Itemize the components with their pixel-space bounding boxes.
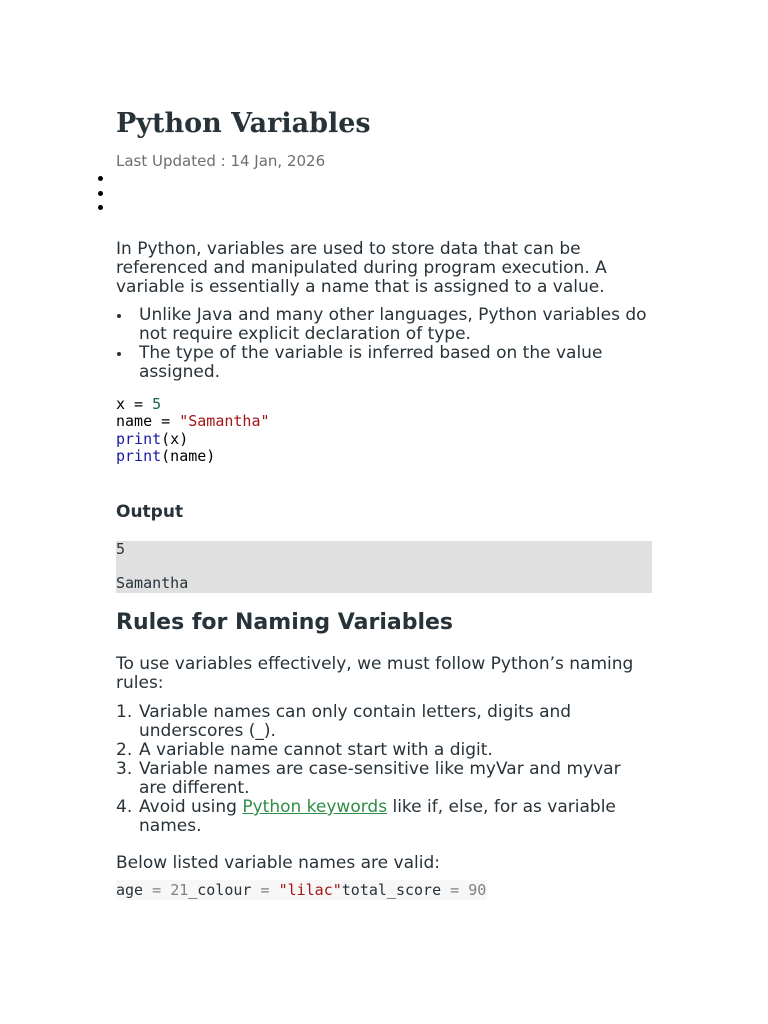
- code-number: 90: [468, 881, 487, 899]
- code-number: 5: [152, 395, 162, 413]
- list-text: Variable names are case-sensitive like myVar and myvar are different.: [139, 759, 621, 798]
- code-string: "Samantha": [179, 412, 270, 431]
- share-menu-bullets: [96, 176, 106, 220]
- list-text: Variable names can only contain letters, digits and underscores (_).: [139, 702, 572, 741]
- list-number: 4.: [116, 797, 133, 817]
- list-text: A variable name cannot start with a digit.: [139, 740, 493, 760]
- list-item: The type of the variable is inferred based on the value assigned.: [116, 344, 652, 382]
- code-token: total_score: [341, 881, 442, 899]
- valid-names-intro: Below listed variable names are valid:: [116, 853, 440, 873]
- intro-paragraph: In Python, variables are used to store data that can be referenced and manipulated during program execution. A variable is essentially a name that is assigned to a value.: [116, 239, 607, 297]
- code-token: =: [125, 395, 153, 413]
- code-builtin: print: [116, 446, 162, 465]
- code-token: _colour: [188, 881, 252, 899]
- inline-code-example: [116, 880, 487, 900]
- code-token: (name): [161, 446, 216, 465]
- code-token: x: [116, 395, 126, 413]
- code-string: "lilac": [278, 881, 342, 899]
- output-line: 5: [116, 540, 126, 558]
- python-keywords-link[interactable]: Python keywords: [242, 797, 388, 817]
- code-builtin: print: [116, 429, 162, 448]
- code-operator: =: [441, 881, 469, 899]
- bullet-dot: [98, 176, 103, 181]
- list-text: Avoid using: [139, 797, 243, 817]
- last-updated: Last Updated : 14 Jan, 2026: [116, 152, 326, 170]
- code-token: =: [152, 412, 180, 431]
- list-number: 1.: [116, 702, 133, 722]
- list-item: [116, 798, 652, 836]
- list-item: Unlike Java and many other languages, Python variables do not require explicit declaration of type.: [116, 306, 652, 344]
- code-operator: =: [143, 881, 171, 899]
- list-item: [116, 741, 652, 760]
- list-text: like if, else, for as variable names.: [139, 797, 616, 836]
- list-item: [116, 703, 652, 741]
- bullet-dot: [98, 205, 103, 210]
- rules-list: [116, 703, 652, 836]
- code-token: age: [116, 881, 144, 899]
- list-number: 3.: [116, 759, 133, 779]
- intro-bullet-list: [116, 306, 652, 382]
- code-block: [116, 396, 270, 465]
- list-number: 2.: [116, 740, 133, 760]
- code-token: name: [116, 412, 153, 431]
- output-block: [116, 541, 652, 593]
- page-title: Python Variables: [116, 108, 371, 139]
- bullet-dot: [98, 191, 103, 196]
- output-heading: Output: [116, 502, 184, 522]
- code-token: (x): [161, 429, 189, 448]
- rules-intro: To use variables effectively, we must follow Python’s naming rules:: [116, 654, 634, 693]
- list-item: [116, 760, 652, 798]
- code-operator: =: [251, 881, 279, 899]
- code-number: 21: [170, 881, 189, 899]
- section-heading: Rules for Naming Variables: [116, 610, 454, 635]
- output-line: Samantha: [116, 574, 189, 592]
